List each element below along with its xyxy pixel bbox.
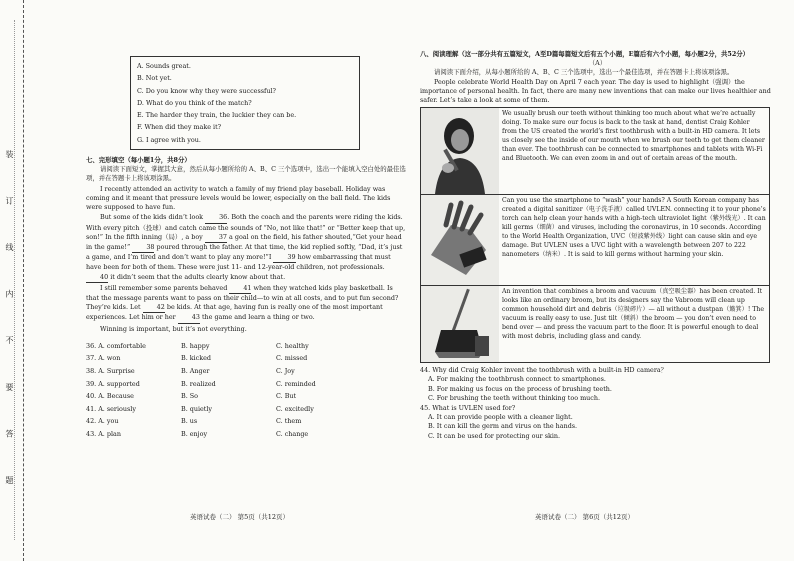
choice-option: B. us: [181, 417, 198, 426]
cloze-paragraph-4: Winning is important, but it’s not everything.: [100, 324, 247, 333]
choice-option: C. But: [276, 392, 297, 401]
cloze-paragraph-2: But some of the kids didn’t look 36. Both the coach and the parents were riding the kids. With every pitch（投球）and catch came the sounds of “No, not like that!” or “Better keep that up, son!” In the fifth inning（局）, a boy 37 a goal on the field, his father shouted,“Get your head in the game!” 38 poured through the father. At that time, the kid replied softly, “Dad, it’s just a game, and I’m tired and don’t want to play any more!”I 39 how embarrassing that must have been for both of them. These were just 11- and 12-year-old children, not professionals. 40 it didn’t seem that the adults clearly know about that.: [86, 213, 406, 282]
broom-photo: [421, 286, 499, 362]
choice-option: B. enjoy: [181, 429, 208, 438]
toothbrush-photo: [421, 108, 499, 194]
part-label: （A）: [588, 59, 607, 68]
choice-row: [86, 365, 406, 378]
cloze-choices: [86, 340, 406, 441]
choice-option: C. healthy: [276, 341, 309, 350]
choice-option: B. kicked: [181, 354, 211, 363]
choice-row: [86, 415, 406, 428]
choice-option: C. change: [276, 429, 309, 438]
blank-42: 42: [143, 303, 165, 313]
page-footer-right: 英语试卷（二） 第6页（共12页）: [535, 513, 634, 521]
choice-option: C. them: [276, 417, 302, 426]
choice-option: 36. A. comfortable: [86, 341, 146, 350]
choice-option: 37. A. won: [86, 354, 121, 363]
question-44-option: C. For brushing the teeth without thinking too much.: [428, 393, 600, 402]
box-option: D. What do you think of the match?: [137, 98, 252, 107]
cloze-instructions: 请阅读下面短文，掌握其大意，然后从每小题所给的 A、B、C 三个选项中，选出一个能填入空白处的最佳选项，并在答题卡上将该项涂黑。: [86, 165, 406, 183]
blank-39: 39: [273, 253, 295, 263]
box-option: C. Do you know why they were successful?: [137, 86, 276, 95]
choice-option: C. excitedly: [276, 404, 314, 413]
box-option: B. Not yet.: [137, 74, 172, 83]
cloze-paragraph-3: I still remember some parents behaved 41 when they watched kids play basketball. Is that the message parents want to pass on their child—to win at all costs, and to put fun second? They’re kids. Let 42 be kids. At that age, having fun is really one of the most important experiences. Let him or her 43 the game and learn a thing or two.: [86, 284, 406, 324]
box-option: F. When did they make it?: [137, 123, 222, 132]
choice-option: 40. A. Because: [86, 392, 134, 401]
right-column: [420, 46, 775, 441]
reading-section-title: 八、阅读理解（这一部分共有五篇短文，A至D篇每篇短文后有五个小题，E篇后有六个小题，每小题2分，共52分）: [420, 50, 750, 58]
blank-36: 36: [205, 213, 227, 223]
question-45-option: C. It can be used for protecting our skin.: [428, 431, 561, 440]
article-sanitizer: Can you use the smartphone to “wash” your hands? A South Korean company has created a digital sanitizer（电子洗手液）called UVLEN. connecting it to your phone’s torch can help clean your hands with a high-tech ultraviolet light（紫外线光）. It can kill germs（细菌）and viruses, including the coronavirus, in 10 seconds. According to the World Health Organization, UVC（短波紫外线）light can cause skin and eye damage. But UVLEN uses a UVC light with a wavelength between 207 to 222 nanometers（纳米）. It is said to kill germs without harming your skin.: [502, 197, 766, 258]
choice-option: 39. A. supported: [86, 379, 140, 388]
blank-41: 41: [229, 284, 251, 294]
binding-text: 装 订 线 内 不 要 答 题: [5, 150, 14, 502]
choice-option: B. So: [181, 392, 198, 401]
choice-row: [86, 428, 406, 441]
choice-row: [86, 390, 406, 403]
binding-margin: [0, 0, 24, 561]
choice-option: C. Joy: [276, 366, 295, 375]
choice-option: B. Anger: [181, 366, 210, 375]
choice-option: B. quietly: [181, 404, 213, 413]
box-option: A. Sounds great.: [137, 62, 191, 70]
blank-43: 43: [178, 313, 200, 323]
question-45-option: B. It can kill the germ and virus on the hands.: [428, 422, 578, 431]
choice-option: 42. A. you: [86, 417, 119, 426]
choice-row: [86, 378, 406, 391]
choice-option: C. missed: [276, 354, 308, 363]
article-row: [421, 108, 769, 195]
blank-40: 40: [86, 273, 108, 283]
reading-instructions: 请阅读下面介绍，从每小题所给的 A、B、C 三个选项中，选出一个最佳选项，并在答题卡上将该项涂黑。: [434, 68, 734, 77]
left-column: [86, 50, 406, 440]
article-row: [421, 286, 769, 362]
page-footer-left: 英语试卷（二） 第5页（共12页）: [190, 513, 289, 521]
cloze-section-title: 七、完形填空（每小题1分，共8分）: [86, 156, 191, 165]
article-table: [420, 107, 770, 363]
article-vabroom: An invention that combines a broom and vacuum（真空吸尘器）has been created. It looks like an ordinary broom, but its designers say the Vabroom will clean up common household dirt and debris（垃圾碎片）— all without a dustpan（簸箕）! The vacuum is really easy to use. Just tilt（倾斜）the broom — you don’t even need to bend over — and press the vacuum part to the floor. It is powerful enough to deal with most debris, including glass and candy.: [502, 288, 765, 340]
choice-option: 38. A. Surprise: [86, 366, 135, 375]
blank-38: 38: [132, 243, 154, 253]
question-45-option: A. It can provide people with a cleaner light.: [428, 413, 573, 422]
blank-37: 37: [205, 233, 227, 243]
reading-intro: People celebrate World Health Day on April 7 each year. The day is used to highlight（强调）the importance of personal health. In fact, there are many new inventions that can make our lives healthier and safer. Let’s take a look at some of them.: [420, 77, 771, 105]
choice-row: [86, 403, 406, 416]
question-44-option: A. For making the toothbrush connect to smartphones.: [428, 375, 606, 384]
question-44: 44. Why did Craig Kohler invent the toothbrush with a built-in HD camera？: [420, 366, 668, 375]
question-44-option: B. For making us focus on the process of brushing teeth.: [428, 384, 612, 393]
choice-row: [86, 340, 406, 353]
choice-row: [86, 352, 406, 365]
choice-option: B. happy: [181, 341, 210, 350]
choice-option: 41. A. seriously: [86, 404, 136, 413]
choice-option: 43. A. plan: [86, 429, 121, 438]
cloze-paragraph-1: I recently attended an activity to watch a family of my friend play baseball. Holiday was coming and it meant that pressure levels would be lower, especially on the ball field. The kids were supposed to have fun.: [86, 184, 391, 212]
question-45: 45. What is UVLEN used for?: [420, 404, 516, 413]
box-option: E. The harder they train, the luckier they can be.: [137, 111, 297, 120]
article-toothbrush: We usually brush our teeth without thinking too much about what we’re actually doing. To make sure our focus is back to the task at hand, dentist Craig Kohler from the US created the world’s first toothbrush with a built-in HD camera. It lets us closely see the inside of our mouth when we brush our teeth to get them cleaner than ever. The toothbrush can be connected to smartphones and tablets with Wi-Fi and Bluetooth. We can even zoom in and out of certain areas of the mouth.: [502, 110, 765, 162]
article-row: [421, 195, 769, 286]
choice-option: B. realized: [181, 379, 216, 388]
options-box: [130, 56, 360, 150]
box-option: G. I agree with you.: [137, 135, 201, 144]
choice-option: C. reminded: [276, 379, 316, 388]
sanitizer-photo: [421, 195, 499, 285]
